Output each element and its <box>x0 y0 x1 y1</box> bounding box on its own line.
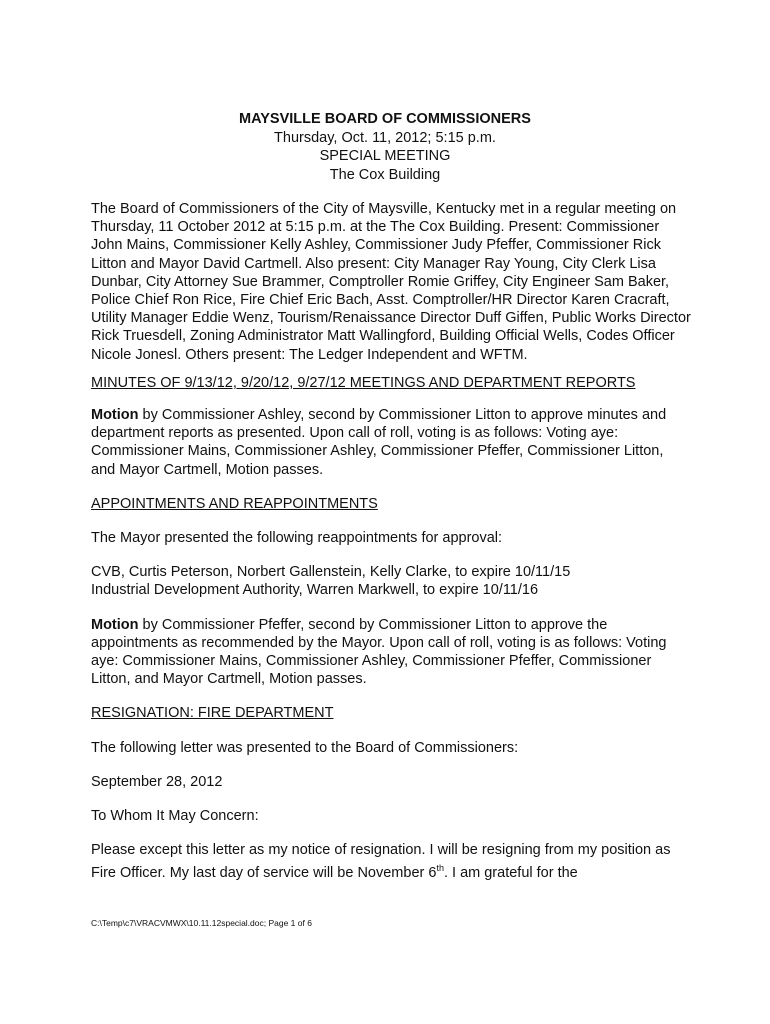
appointments-intro: The Mayor presented the following reappointments for approval: <box>91 530 503 547</box>
motion-text: by Commissioner Pfeffer, second by Commissioner Litton to approve the appointments as recommended by the Mayor. Upon call of roll, voting is as follows: Voting aye: Commissioner Mains, Commissioner Ashley, Commissioner Pfeffer, Commissioner Litton, and Mayor Cartmell, Motion passes. <box>91 616 667 688</box>
letter-body <box>91 841 691 882</box>
document-title: MAYSVILLE BOARD OF COMMISSIONERS <box>239 111 531 127</box>
letter-date: September 28, 2012 <box>91 773 223 790</box>
document-header <box>0 110 770 184</box>
document-body <box>91 200 691 883</box>
motion-paragraph-minutes <box>91 406 691 479</box>
letter-salutation: To Whom It May Concern: <box>91 808 259 825</box>
appointment-line-cvb: CVB, Curtis Peterson, Norbert Gallenstein, Kelly Clarke, to expire 10/11/15 <box>91 564 571 581</box>
letter-text-a: Please except this letter as my notice of resignation. I will be resigning from my position as Fire Officer. My last day of service will be November 6 <box>91 842 671 882</box>
section-heading-resignation: RESIGNATION: FIRE DEPARTMENT <box>91 705 334 722</box>
intro-paragraph: The Board of Commissioners of the City of Maysville, Kentucky met in a regular meeting on Thursday, 11 October 2012 at 5:15 p.m. at the The Cox Building. Present: Commissioner John Mains, Commissioner Kelly Ashley, Commissioner Judy Pfeffer, Commissioner Rick Litton and Mayor David Cartmell. Also present: City Manager Ray Young, City Clerk Lisa Dunbar, City Attorney Sue Brammer, Comptroller Romie Griffey, City Engineer Sam Baker, Police Chief Ron Rice, Fire Chief Eric Bach, Asst. Comptroller/HR Director Karen Cracraft, Utility Manager Eddie Wenz, Tourism/Renaissance Director Duff Giffen, Public Works Director Rick Truesdell, Zoning Administrator Matt Wallingford, Building Official Wells, Codes Officer Nicole Jonesl. Others present: The Ledger Independent and WFTM. <box>91 201 691 363</box>
meeting-location: The Cox Building <box>329 166 441 183</box>
letter-text-b: . I am grateful for the <box>443 865 578 882</box>
motion-paragraph-appointments <box>91 616 691 689</box>
motion-label: Motion <box>91 616 139 633</box>
meeting-type: SPECIAL MEETING <box>319 148 451 164</box>
letter-superscript: th <box>436 863 444 874</box>
page-footer: C:\Temp\c7\VRACVMWX\10.11.12special.doc; Page 1 of 6 <box>91 918 312 928</box>
meeting-date: Thursday, Oct. 11, 2012; 5:15 p.m. <box>274 129 496 146</box>
motion-text: by Commissioner Ashley, second by Commissioner Litton to approve minutes and department reports as presented. Upon call of roll, voting is as follows: Voting aye: Commissioner Mains, Commissioner Ashley, Commissioner Pfeffer, Commissioner Litton, and Mayor Cartmell, Motion passes. <box>91 407 667 478</box>
resignation-intro: The following letter was presented to the Board of Commissioners: <box>91 739 519 756</box>
motion-label: Motion <box>91 407 139 424</box>
section-heading-minutes: MINUTES OF 9/13/12, 9/20/12, 9/27/12 MEETINGS AND DEPARTMENT REPORTS <box>91 374 636 391</box>
appointment-line-ida: Industrial Development Authority, Warren Markwell, to expire 10/11/16 <box>91 582 539 599</box>
section-heading-appointments: APPOINTMENTS AND REAPPOINTMENTS <box>91 495 378 512</box>
